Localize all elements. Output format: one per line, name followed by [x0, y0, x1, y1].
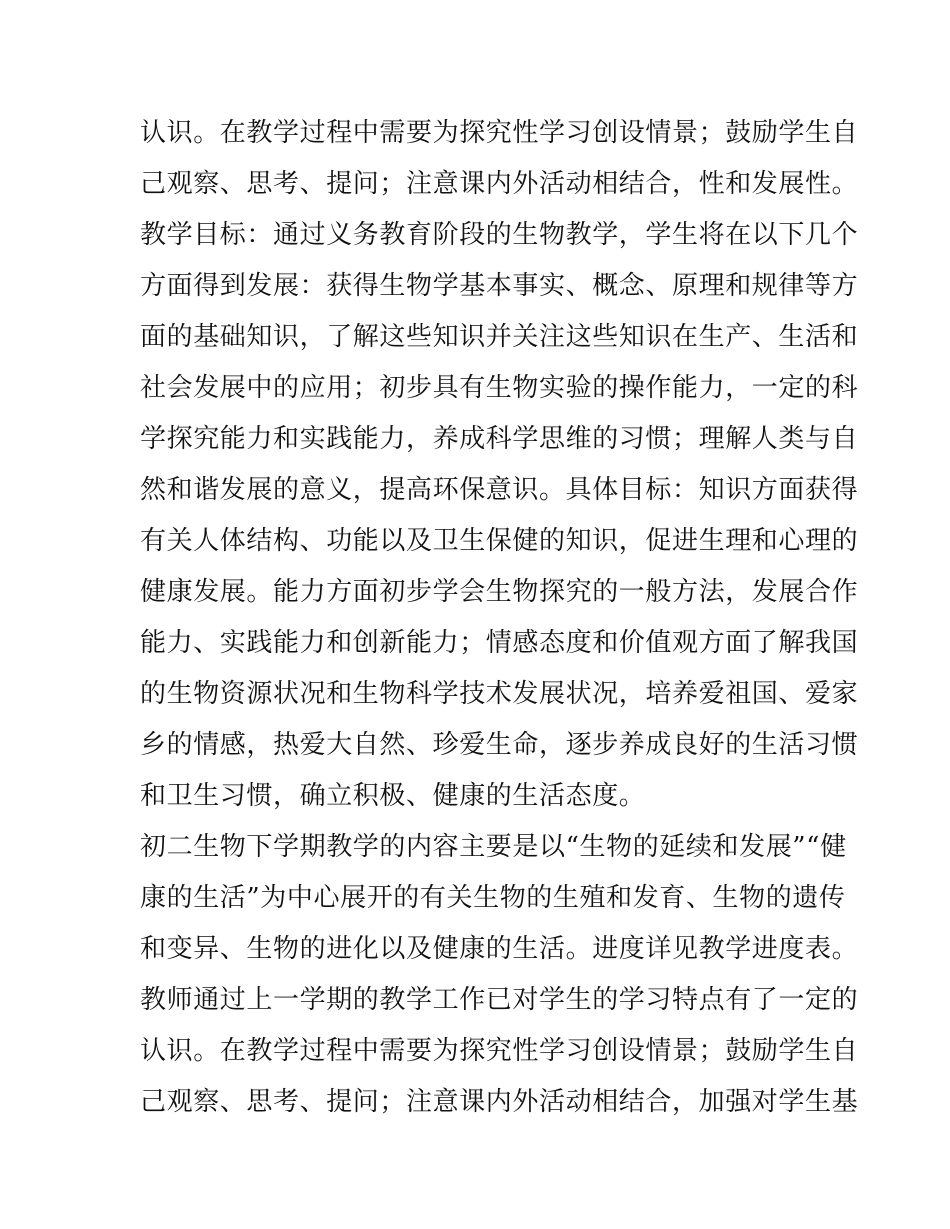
text-line-3: 教学目标：通过义务教育阶段的生物教学，学生将在以下几个 — [140, 220, 859, 250]
text-line-17: 和变异、生物的进化以及健康的生活。进度详见教学进度表。 — [140, 934, 859, 964]
text-line-19: 认识。在教学过程中需要为探究性学习创设情景；鼓励学生自 — [140, 1036, 859, 1066]
text-line-6: 社会发展中的应用；初步具有生物实验的操作能力，一定的科 — [140, 373, 859, 403]
text-line-5: 面的基础知识，了解这些知识并关注这些知识在生产、生活和 — [140, 322, 859, 352]
text-line-15: 初二生物下学期教学的内容主要是以“生物的延续和发展”“健 — [140, 832, 847, 862]
text-line-10: 健康发展。能力方面初步学会生物探究的一般方法，发展合作 — [140, 577, 859, 607]
text-line-18: 教师通过上一学期的教学工作已对学生的学习特点有了一定的 — [140, 985, 859, 1015]
text-line-13: 乡的情感，热爱大自然、珍爱生命，逐步养成良好的生活习惯 — [140, 730, 859, 760]
text-line-9: 有关人体结构、功能以及卫生保健的知识，促进生理和心理的 — [140, 526, 859, 556]
body-text — [140, 108, 859, 1128]
text-line-11: 能力、实践能力和创新能力；情感态度和价值观方面了解我国 — [140, 628, 859, 658]
text-line-4: 方面得到发展：获得生物学基本事实、概念、原理和规律等方 — [140, 271, 859, 301]
text-line-2: 己观察、思考、提问；注意课内外活动相结合，性和发展性。 — [140, 169, 859, 199]
text-line-14: 和卫生习惯，确立积极、健康的生活态度。 — [140, 781, 646, 811]
text-line-12: 的生物资源状况和生物科学技术发展状况，培养爱祖国、爱家 — [140, 679, 859, 709]
text-line-20: 己观察、思考、提问；注意课内外活动相结合，加强对学生基 — [140, 1087, 859, 1117]
text-line-1: 认识。在教学过程中需要为探究性学习创设情景；鼓励学生自 — [140, 118, 859, 148]
text-line-7: 学探究能力和实践能力，养成科学思维的习惯；理解人类与自 — [140, 424, 859, 454]
text-line-16: 康的生活”为中心展开的有关生物的生殖和发育、生物的遗传 — [140, 883, 846, 913]
text-line-8: 然和谐发展的意义，提高环保意识。具体目标：知识方面获得 — [140, 475, 859, 505]
